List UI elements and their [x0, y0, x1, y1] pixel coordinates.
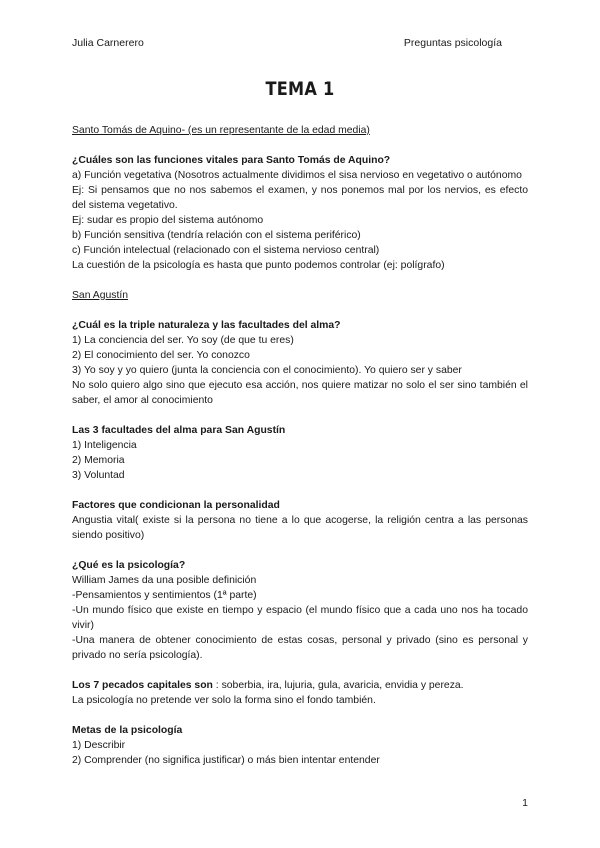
- list-item: 3) Voluntad: [72, 470, 125, 481]
- header-author: Julia Carnerero: [72, 37, 144, 49]
- page-number: 1: [522, 797, 528, 809]
- document-body: [72, 123, 528, 768]
- paragraph-line: c) Función intelectual (relacionado con el sistema nervioso central): [72, 245, 380, 256]
- question-triple-naturaleza: ¿Cuál es la triple naturaleza y las facultades del alma?: [72, 320, 341, 331]
- list-item: 2) Memoria: [72, 455, 125, 466]
- paragraph-line: -Pensamientos y sentimientos (1ª parte): [72, 590, 257, 601]
- paragraph-line: 3) Yo soy y yo quiero (junta la conciencia con el conocimiento). Yo quiero ser y saber: [72, 365, 462, 376]
- page-title: TEMA 1: [265, 78, 335, 100]
- question-funciones-vitales: ¿Cuáles son las funciones vitales para Santo Tomás de Aquino?: [72, 155, 391, 166]
- pecados-capitales-line: [72, 678, 528, 693]
- paragraph-line: Ej: sudar es propio del sistema autónomo: [72, 215, 264, 226]
- paragraph-line: Angustia vital( existe si la persona no tiene a lo que acogerse, la religión centra a las personas siendo positivo): [72, 515, 528, 541]
- paragraph-line: La cuestión de la psicología es hasta que punto podemos controlar (ej: polígrafo): [72, 260, 445, 271]
- question-que-es-psicologia: ¿Qué es la psicología?: [72, 560, 186, 571]
- header-subject: Preguntas psicología: [403, 37, 502, 49]
- paragraph-line: a) Función vegetativa (Nosotros actualmente dividimos el sisa nervioso en vegetativo o autónomo: [72, 170, 522, 181]
- heading-metas-psicologia: Metas de la psicología: [72, 725, 183, 736]
- list-item: 1) Inteligencia: [72, 440, 137, 451]
- section-heading-san-agustin: San Agustín: [72, 290, 129, 301]
- list-item: 2) Comprender (no significa justificar) o más bien intentar entender: [72, 755, 380, 766]
- paragraph-line: La psicología no pretende ver solo la forma sino el fondo también.: [72, 695, 376, 706]
- paragraph-line: -Un mundo físico que existe en tiempo y espacio (el mundo físico que a cada uno nos ha tocado vivir): [72, 605, 528, 631]
- heading-factores-personalidad: Factores que condicionan la personalidad: [72, 500, 280, 511]
- heading-facultades-alma: Las 3 facultades del alma para San Agustín: [72, 425, 286, 436]
- list-item: 1) Describir: [72, 740, 126, 751]
- pecados-capitales-list: : soberbia, ira, lujuria, gula, avaricia, envidia y pereza.: [212, 680, 464, 691]
- paragraph-line: 1) La conciencia del ser. Yo soy (de que tu eres): [72, 335, 294, 346]
- paragraph-line: -Una manera de obtener conocimiento de estas cosas, personal y privado (sino es personal y privado no sería psicología).: [72, 635, 528, 661]
- pecados-capitales-label: Los 7 pecados capitales son: [72, 680, 213, 691]
- paragraph-line: William James da una posible definición: [72, 575, 257, 586]
- paragraph-line: b) Función sensitiva (tendría relación con el sistema periférico): [72, 230, 361, 241]
- paragraph-line: No solo quiero algo sino que ejecuto esa acción, nos quiere matizar no solo el ser sino también el saber, el amor al conocimiento: [72, 380, 528, 406]
- paragraph-line: Ej: Si pensamos que no nos sabemos el examen, y nos ponemos mal por los nervios, es efecto del sistema vegetativo.: [72, 185, 528, 211]
- section-heading-santo-tomas: Santo Tomás de Aquino- (es un representante de la edad media): [72, 125, 370, 136]
- paragraph-line: 2) El conocimiento del ser. Yo conozco: [72, 350, 250, 361]
